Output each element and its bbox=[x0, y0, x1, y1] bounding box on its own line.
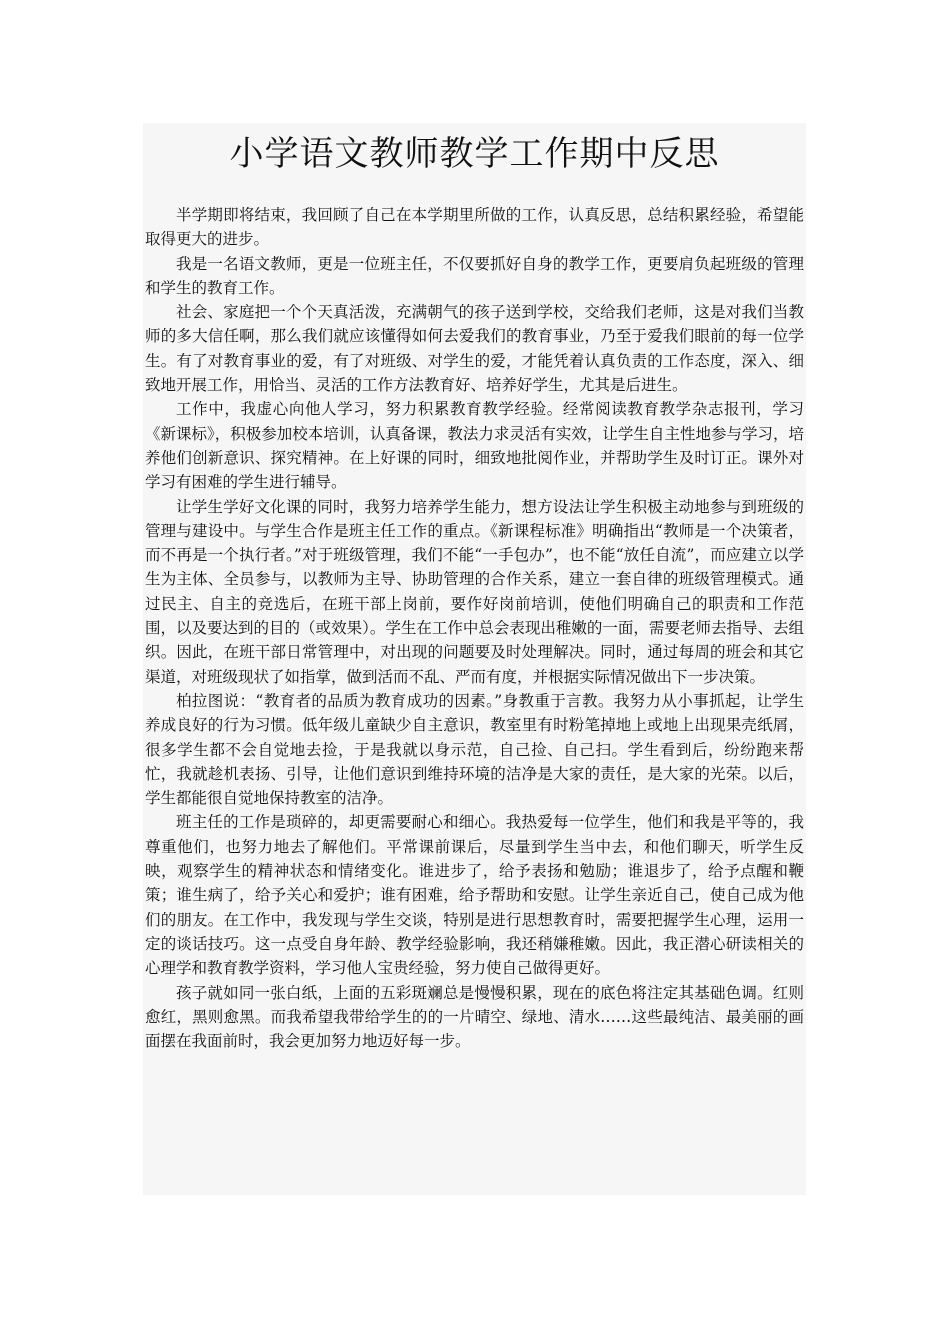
paragraph-5: 让学生学好文化课的同时，我努力培养学生能力，想方设法让学生积极主动地参与到班级的管理与建设中。与学生合作是班主任工作的重点。《新课程标准》明确指出“教师是一个决策者，而不再是一个执行者。”对于班级管理，我们不能“一手包办”，也不能“放任自流”，而应建立以学生为主体、全员参与，以教师为主导、协助管理的合作关系，建立一套自律的班级管理模式。通过民主、自主的竞选后，在班干部上岗前，要作好岗前培训，使他们明确自己的职责和工作范围，以及要达到的目的（或效果）。学生在工作中总会表现出稚嫩的一面，需要老师去指导、去组织。因此，在班干部日常管理中，对出现的问题要及时处理解决。同时，通过每周的班会和其它渠道，对班级现状了如指掌，做到活而不乱、严而有度，并根据实际情况做出下一步决策。 bbox=[145, 497, 804, 686]
paragraph-1: 半学期即将结束，我回顾了自己在本学期里所做的工作，认真反思，总结积累经验，希望能取得更大的进步。 bbox=[145, 206, 804, 249]
paragraph-7: 班主任的工作是琐碎的，却更需要耐心和细心。我热爱每一位学生，他们和我是平等的，我尊重他们，也努力地去了解他们。平常课前课后，尽量到学生当中去，和他们聊天，听学生反映，观察学生的精神状态和情绪变化。谁进步了，给予表扬和勉励；谁退步了，给予点醒和鞭策；谁生病了，给予关心和爱护；谁有困难，给予帮助和安慰。让学生亲近自己，使自己成为他们的朋友。在工作中，我发现与学生交谈，特别是进行思想教育时，需要把握学生心理，运用一定的谈话技巧。这一点受自身年龄、教学经验影响，我还稍嫌稚嫩。因此，我正潜心研读相关的心理学和教育教学资料，学习他人宝贵经验，努力使自己做得更好。 bbox=[145, 813, 804, 978]
paragraph-3: 社会、家庭把一个个天真活泼，充满朝气的孩子送到学校，交给我们老师，这是对我们当教师的多大信任啊，那么我们就应该懂得如何去爱我们的教育事业，乃至于爱我们眼前的每一位学生。有了对教育事业的爱，有了对班级、对学生的爱，才能凭着认真负责的工作态度，深入、细致地开展工作，用恰当、灵活的工作方法教育好、培养好学生，尤其是后进生。 bbox=[145, 303, 804, 395]
document-body bbox=[143, 203, 806, 1053]
document-page bbox=[143, 123, 806, 1195]
paragraph-8: 孩子就如同一张白纸，上面的五彩斑斓总是慢慢积累，现在的底色将注定其基础色调。红则愈红，黑则愈黑。而我希望我带给学生的的一片晴空、绿地、清水……这些最纯洁、最美丽的画面摆在我面前时，我会更加努力地迈好每一步。 bbox=[145, 983, 804, 1051]
paragraph-2: 我是一名语文教师，更是一位班主任，不仅要抓好自身的教学工作，更要肩负起班级的管理和学生的教育工作。 bbox=[145, 254, 804, 297]
document-title: 小学语文教师教学工作期中反思 bbox=[229, 134, 720, 174]
paragraph-6: 柏拉图说：“教育者的品质为教育成功的因素。”身教重于言教。我努力从小事抓起，让学生养成良好的行为习惯。低年级儿童缺少自主意识，教室里有时粉笔掉地上或地上出现果壳纸屑，很多学生都不会自觉地去捡，于是我就以身示范，自己捡、自己扫。学生看到后，纷纷跑来帮忙，我就趁机表扬、引导，让他们意识到维持环境的洁净是大家的责任，是大家的光荣。以后，学生都能很自觉地保持教室的洁净。 bbox=[145, 691, 804, 808]
paragraph-4: 工作中，我虚心向他人学习，努力积累教育教学经验。经常阅读教育教学杂志报刊，学习《新课标》，积极参加校本培训，认真备课，教法力求灵活有实效，让学生自主性地参与学习，培养他们创新意识、探究精神。在上好课的同时，细致地批阅作业，并帮助学生及时订正。课外对学习有困难的学生进行辅导。 bbox=[145, 400, 804, 492]
